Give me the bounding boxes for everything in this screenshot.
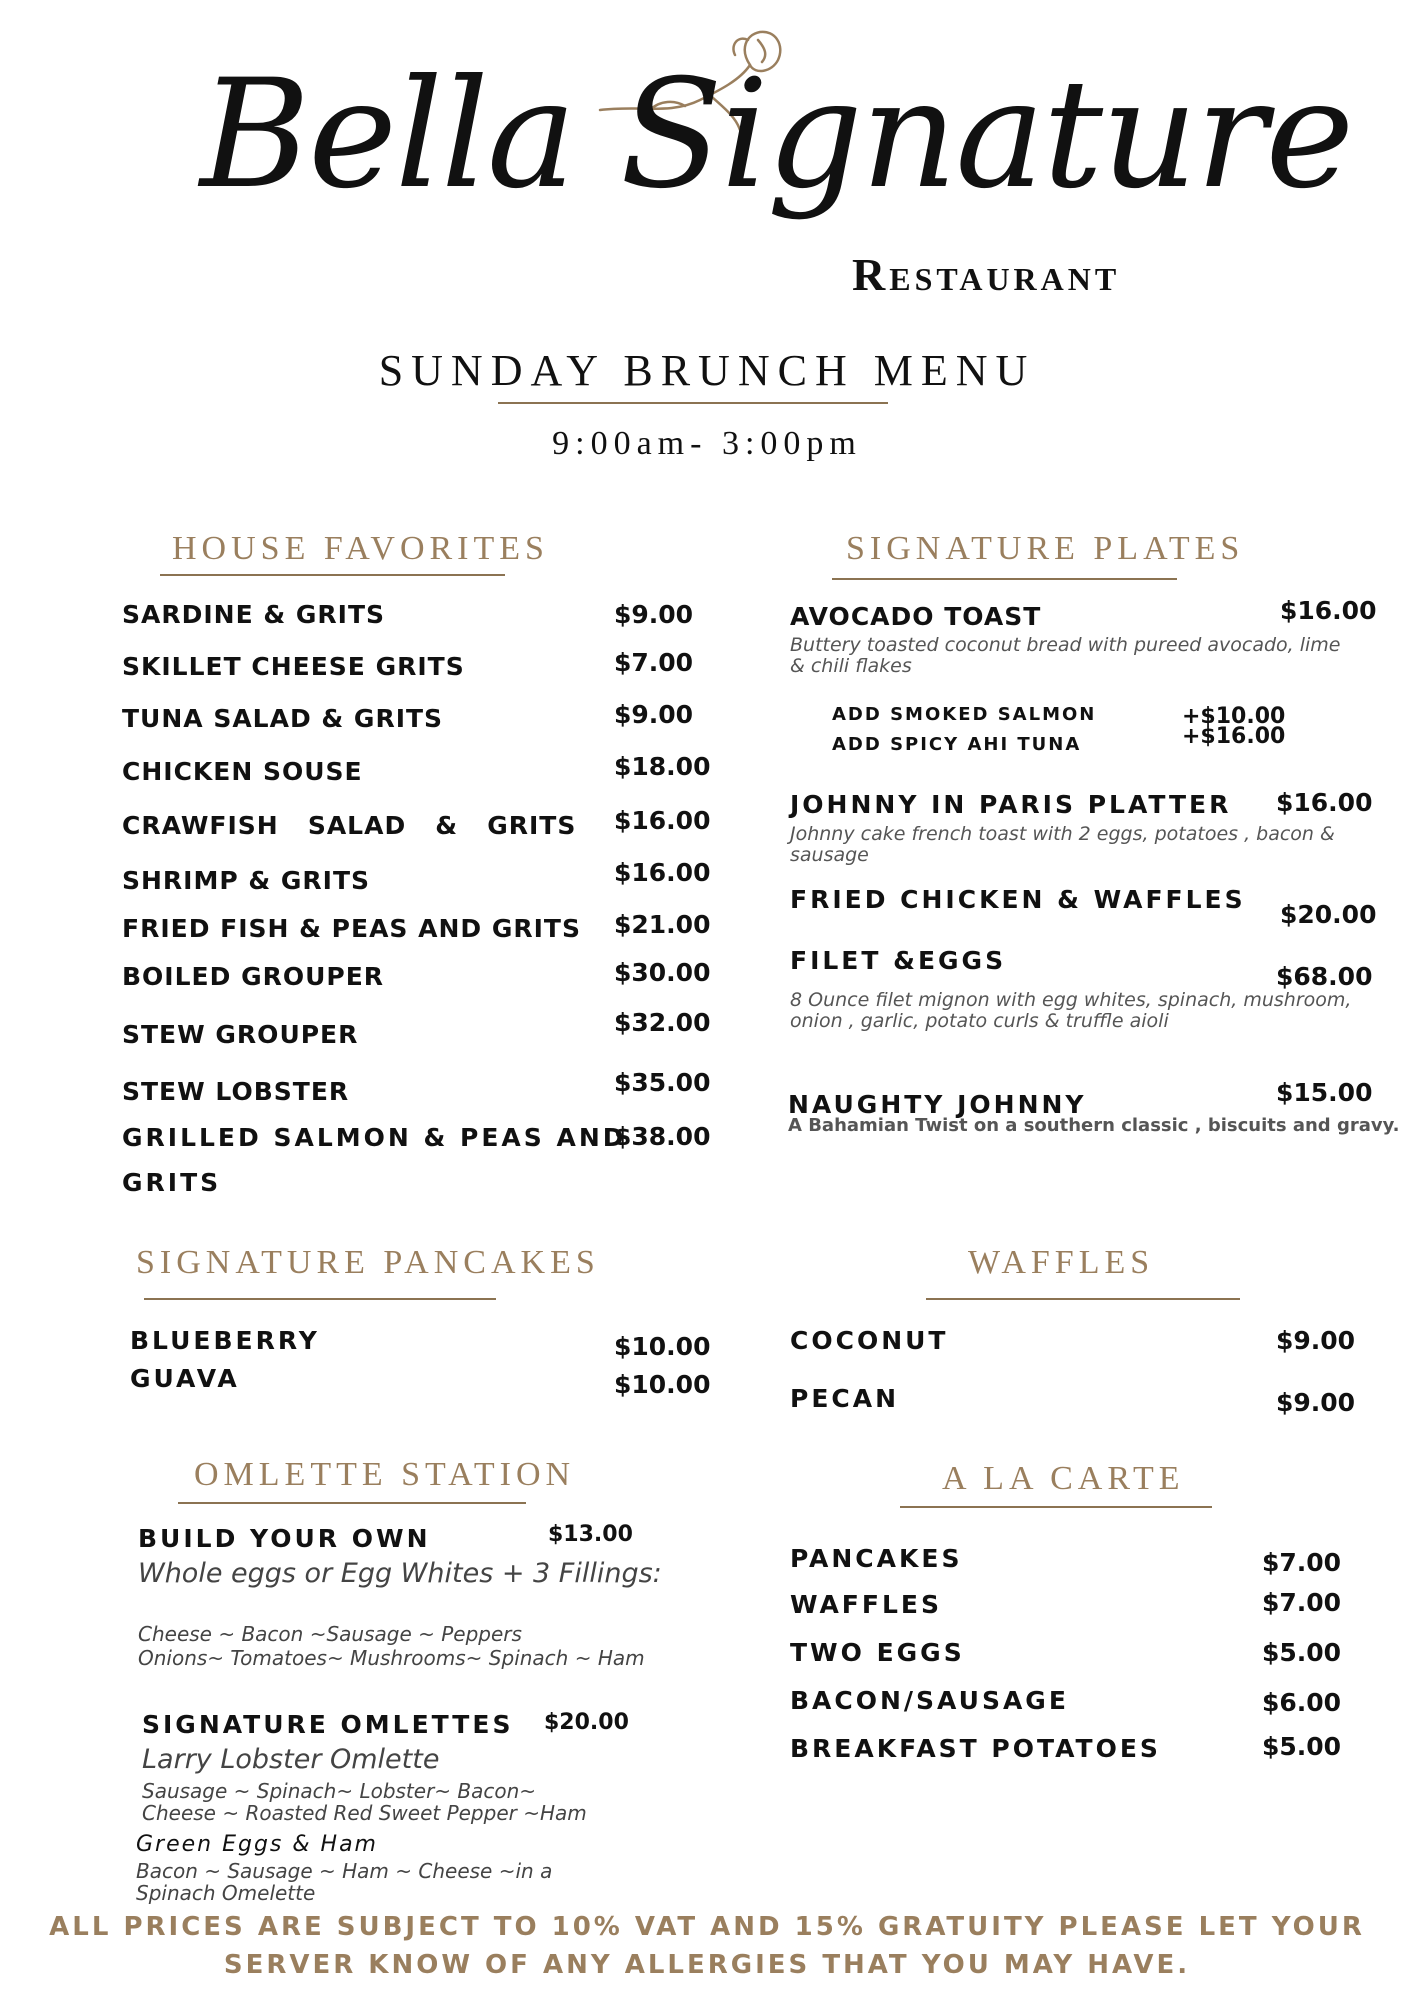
section-divider (144, 1298, 496, 1300)
build-your-own-price: $13.00 (548, 1522, 633, 1547)
footer-line: SERVER KNOW OF ANY ALLERGIES THAT YOU MAY HAVE. (223, 1950, 1191, 1980)
menu-item-price: $35.00 (614, 1068, 711, 1097)
johnny-paris-desc (790, 824, 1335, 866)
section-title-signature-pancakes: SIGNATURE PANCAKES (136, 1244, 600, 1281)
menu-item-name: GUAVA (130, 1364, 240, 1393)
menu-item-name: WAFFLES (790, 1590, 942, 1619)
footer-notice (0, 1908, 1414, 1984)
desc-line: Cheese ~ Roasted Red Sweet Pepper ~Ham (142, 1801, 587, 1825)
menu-item-name: CRAWFISH SALAD & GRITS (122, 811, 577, 840)
signature-omlettes-name: SIGNATURE OMLETTES (142, 1710, 514, 1739)
menu-item-price: $9.00 (614, 600, 694, 629)
desc-line: Bacon ~ Sausage ~ Ham ~ Cheese ~in a (136, 1859, 553, 1883)
menu-item-price: $16.00 (614, 806, 711, 835)
avocado-toast-name: AVOCADO TOAST (790, 602, 1042, 631)
addon-price: +$10.00 (1182, 704, 1286, 729)
addon-name: ADD SPICY AHI TUNA (832, 734, 1082, 755)
filet-eggs-name: FILET &EGGS (790, 946, 1007, 975)
menu-item-name: BREAKFAST POTATOES (790, 1734, 1161, 1763)
desc-line: onion , garlic, potato curls & truffle aioli (790, 1010, 1169, 1032)
menu-item-name: BLUEBERRY (130, 1326, 320, 1355)
section-divider (926, 1298, 1240, 1300)
menu-item-price: $7.00 (614, 648, 694, 677)
section-title-signature-plates: SIGNATURE PLATES (846, 530, 1245, 567)
fillings-line: Onions~ Tomatoes~ Mushrooms~ Spinach ~ Ham (138, 1646, 645, 1670)
menu-item-name: SHRIMP & GRITS (122, 866, 371, 895)
fried-chicken-price: $20.00 (1280, 900, 1377, 929)
johnny-paris-price: $16.00 (1276, 788, 1373, 817)
restaurant-script-name: Bella Signature (200, 48, 1353, 222)
section-title-house-favorites: HOUSE FAVORITES (172, 530, 549, 567)
menu-item-name: SARDINE & GRITS (122, 600, 385, 629)
menu-item-name: PECAN (790, 1384, 900, 1413)
menu-item-price: $5.00 (1262, 1732, 1342, 1761)
menu-item-price: $16.00 (614, 858, 711, 887)
addon-price: +$16.00 (1182, 724, 1286, 749)
menu-item-name: COCONUT (790, 1326, 949, 1355)
section-divider (160, 574, 505, 576)
menu-item-price: $7.00 (1262, 1548, 1342, 1577)
larry-lobster-name: Larry Lobster Omlette (142, 1744, 440, 1775)
footer-line: ALL PRICES ARE SUBJECT TO 10% VAT AND 15% GRATUITY PLEASE LET YOUR (49, 1912, 1365, 1942)
desc-line: sausage (790, 844, 869, 866)
menu-item-name: CHICKEN SOUSE (122, 757, 363, 786)
addon-name: ADD SMOKED SALMON (832, 704, 1097, 725)
fillings-line: Cheese ~ Bacon ~Sausage ~ Peppers (138, 1622, 522, 1646)
green-eggs-desc (136, 1860, 552, 1904)
menu-item-name: FRIED FISH & PEAS AND GRITS (122, 914, 581, 943)
menu-item-name: BACON/SAUSAGE (790, 1686, 1069, 1715)
filet-eggs-price: $68.00 (1276, 962, 1373, 991)
menu-item-price: $10.00 (614, 1332, 711, 1361)
menu-title: SUNDAY BRUNCH MENU (378, 346, 1036, 395)
naughty-johnny-desc: A Bahamian Twist on a southern classic , biscuits and gravy. (788, 1115, 1400, 1136)
menu-item-price: $7.00 (1262, 1588, 1342, 1617)
menu-item-name: GRITS (122, 1168, 222, 1197)
menu-item-price: $21.00 (614, 910, 711, 939)
menu-item-name: SKILLET CHEESE GRITS (122, 652, 465, 681)
green-eggs-name: Green Eggs & Ham (136, 1832, 378, 1857)
menu-item-name: GRILLED SALMON & PEAS AND (122, 1123, 627, 1152)
menu-item-name: TUNA SALAD & GRITS (122, 704, 444, 733)
larry-lobster-desc (142, 1780, 587, 1824)
desc-line: & chili flakes (790, 655, 912, 677)
menu-item-name: PANCAKES (790, 1544, 963, 1573)
menu-item-name: STEW GROUPER (122, 1020, 359, 1049)
section-divider (178, 1502, 526, 1504)
menu-item-price: $10.00 (614, 1370, 711, 1399)
menu-item-name: STEW LOBSTER (122, 1077, 350, 1106)
desc-line: 8 Ounce filet mignon with egg whites, spinach, mushroom, (790, 989, 1352, 1011)
section-title-waffles: WAFFLES (968, 1244, 1155, 1281)
desc-line: Spinach Omelette (136, 1881, 316, 1905)
build-your-own-desc: Whole eggs or Egg Whites + 3 Fillings: (138, 1558, 662, 1589)
menu-item-price: $9.00 (1276, 1388, 1356, 1417)
build-your-own-fillings (138, 1622, 645, 1670)
menu-item-price: $18.00 (614, 752, 711, 781)
menu-item-price: $5.00 (1262, 1638, 1342, 1667)
menu-item-name: BOILED GROUPER (122, 962, 385, 991)
desc-line: Johnny cake french toast with 2 eggs, potatoes , bacon & (790, 823, 1335, 845)
section-divider (832, 578, 1177, 580)
signature-omlettes-price: $20.00 (544, 1710, 629, 1735)
menu-item-price: $30.00 (614, 958, 711, 987)
menu-item-price: $6.00 (1262, 1688, 1342, 1717)
title-divider (498, 402, 888, 404)
section-title-omlette-station: OMLETTE STATION (194, 1456, 576, 1493)
restaurant-subname: Restaurant (852, 249, 1121, 300)
johnny-paris-name: JOHNNY IN PARIS PLATTER (790, 790, 1232, 819)
desc-line: Sausage ~ Spinach~ Lobster~ Bacon~ (142, 1779, 537, 1803)
filet-eggs-desc (790, 990, 1351, 1032)
naughty-johnny-name: NAUGHTY JOHNNY (788, 1090, 1087, 1119)
build-your-own-name: BUILD YOUR OWN (138, 1524, 431, 1553)
section-title-a-la-carte: A LA CARTE (942, 1460, 1185, 1497)
menu-item-price: $9.00 (614, 700, 694, 729)
avocado-toast-price: $16.00 (1280, 596, 1377, 625)
menu-item-name: TWO EGGS (790, 1638, 965, 1667)
desc-line: Buttery toasted coconut bread with pureed avocado, lime (790, 634, 1341, 656)
menu-hours: 9:00am- 3:00pm (552, 425, 862, 462)
menu-item-price: $38.00 (614, 1122, 711, 1151)
section-divider (900, 1506, 1212, 1508)
naughty-johnny-price: $15.00 (1276, 1078, 1373, 1107)
menu-item-price: $9.00 (1276, 1326, 1356, 1355)
menu-item-price: $32.00 (614, 1008, 711, 1037)
fried-chicken-name: FRIED CHICKEN & WAFFLES (790, 885, 1246, 914)
avocado-toast-desc (790, 635, 1341, 677)
